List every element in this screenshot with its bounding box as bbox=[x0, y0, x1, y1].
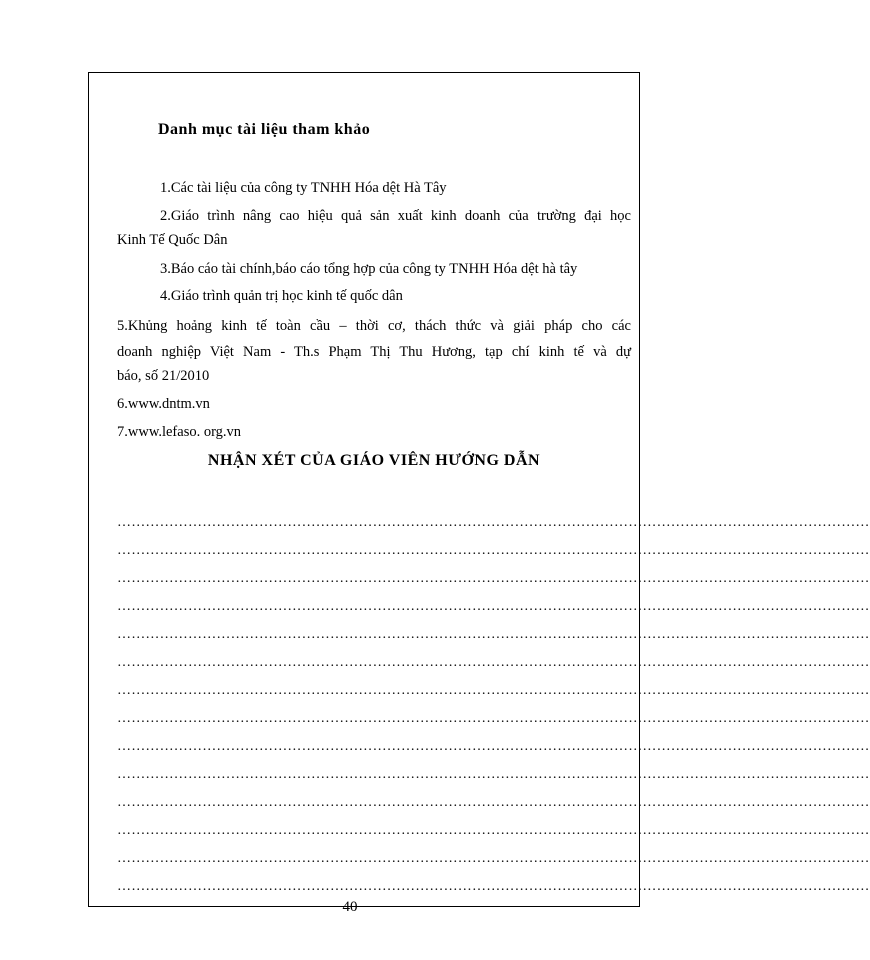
dotted-line-3: …………………………………………………………………………………………………………………………………………… bbox=[117, 571, 870, 586]
reference-item-5-line-3: báo, số 21/2010 bbox=[117, 368, 210, 384]
reference-item-6: 6.www.dntm.vn bbox=[117, 396, 210, 412]
review-title: NHẬN XÉT CỦA GIÁO VIÊN HƯỚNG DẪN bbox=[207, 452, 541, 469]
dotted-line-13: …………………………………………………………………………………………………………………………………………… bbox=[117, 851, 870, 866]
reference-item-5: 5.Khủng hoảng kinh tế toàn cầu – thời cơ, thách thức và giải pháp cho các bbox=[117, 318, 631, 334]
reference-item-3: 3.Báo cáo tài chính,báo cáo tổng hợp của công ty TNHH Hóa dệt hà tây bbox=[160, 261, 578, 277]
dotted-line-12: …………………………………………………………………………………………………………………………………………… bbox=[117, 823, 870, 838]
reference-item-7: 7.www.lefaso. org.vn bbox=[117, 424, 242, 440]
dotted-line-6: …………………………………………………………………………………………………………………………………………… bbox=[117, 655, 870, 670]
dotted-line-5: …………………………………………………………………………………………………………………………………………… bbox=[117, 627, 870, 642]
reference-item-2-continued: Kinh Tế Quốc Dân bbox=[117, 232, 228, 248]
page-number: 40 bbox=[342, 899, 358, 915]
dotted-line-9: …………………………………………………………………………………………………………………………………………… bbox=[117, 739, 870, 754]
references-title: Danh mục tài liệu tham khảo bbox=[158, 121, 371, 138]
dotted-line-11: …………………………………………………………………………………………………………………………………………… bbox=[117, 795, 870, 810]
dotted-line-10: …………………………………………………………………………………………………………………………………………… bbox=[117, 767, 870, 782]
dotted-line-7: …………………………………………………………………………………………………………………………………………… bbox=[117, 683, 870, 698]
reference-item-2: 2.Giáo trình nâng cao hiệu quả sản xuất kinh doanh của trường đại học bbox=[160, 208, 631, 224]
dotted-line-8: …………………………………………………………………………………………………………………………………………… bbox=[117, 711, 870, 726]
reference-item-5-line-2: doanh nghiệp Việt Nam - Th.s Phạm Thị Thu Hương, tạp chí kinh tế và dự bbox=[117, 344, 631, 360]
reference-item-4: 4.Giáo trình quản trị học kinh tế quốc dân bbox=[160, 288, 403, 304]
dotted-line-1: …………………………………………………………………………………………………………………………………………… bbox=[117, 515, 870, 530]
reference-item-1: 1.Các tài liệu của công ty TNHH Hóa dệt Hà Tây bbox=[160, 180, 447, 196]
dotted-line-2: …………………………………………………………………………………………………………………………………………… bbox=[117, 543, 870, 558]
dotted-line-4: …………………………………………………………………………………………………………………………………………… bbox=[117, 599, 870, 614]
dotted-line-14: …………………………………………………………………………………………………………………………………………… bbox=[117, 879, 870, 894]
